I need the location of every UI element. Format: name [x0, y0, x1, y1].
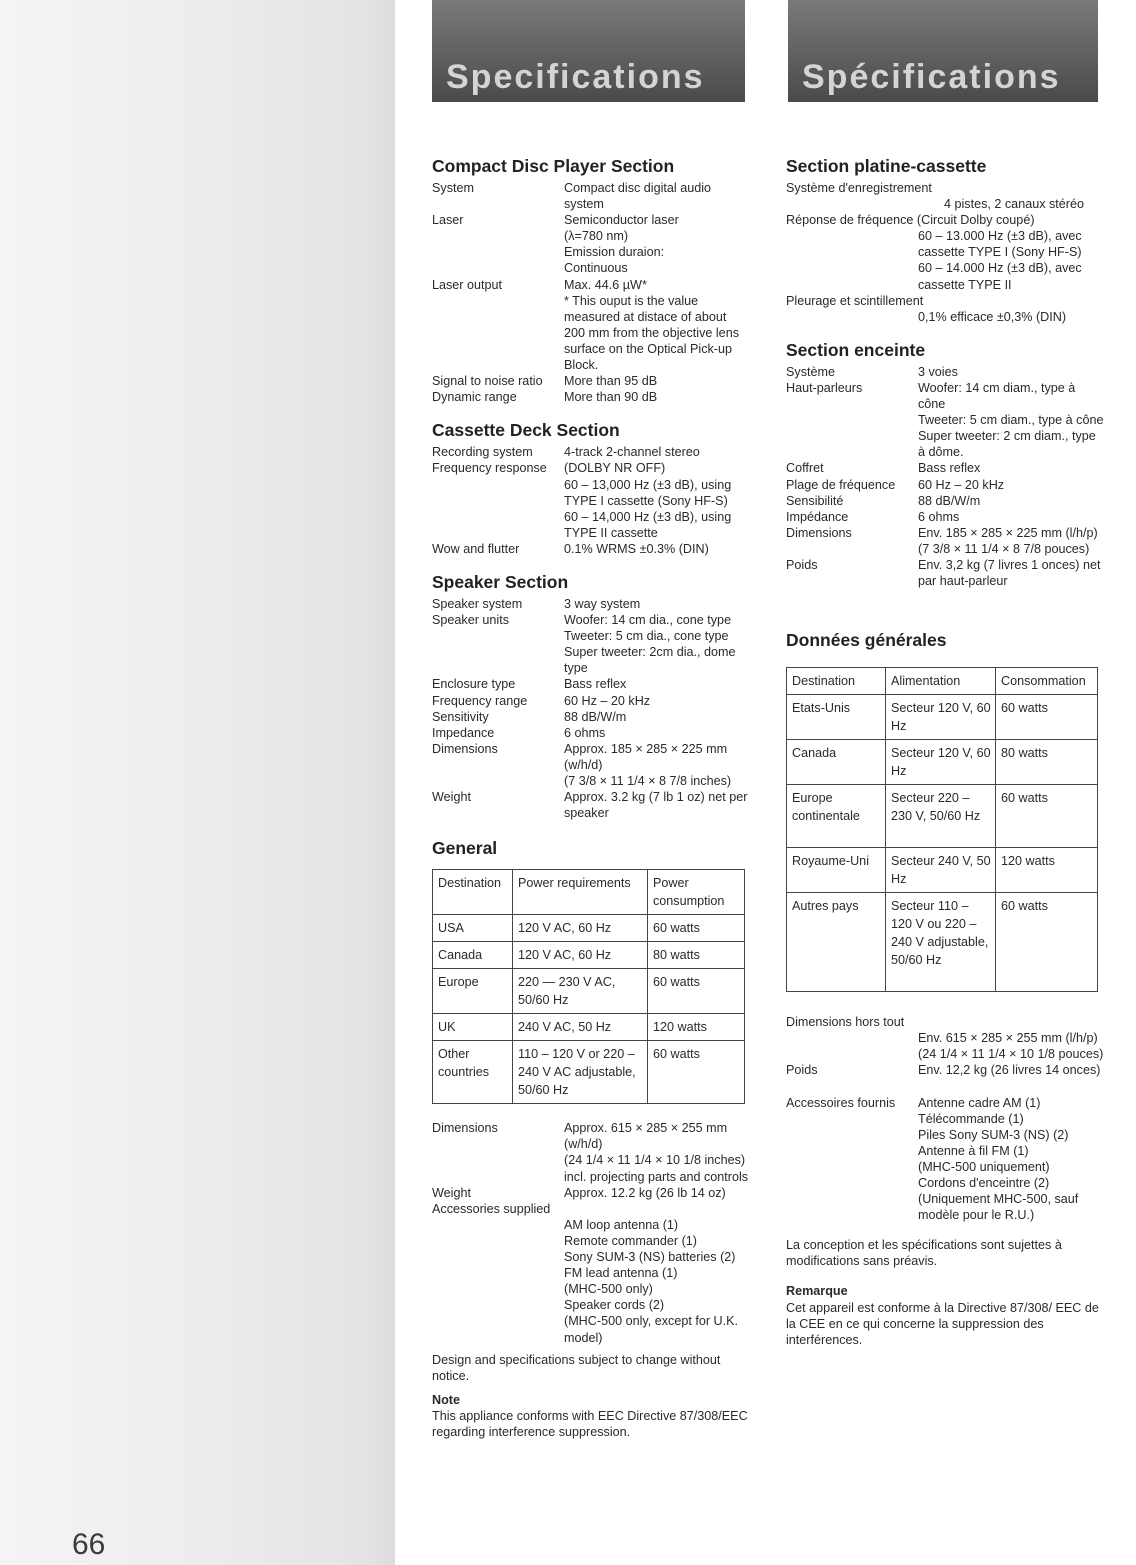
spec-row: Poids Env. 3,2 kg (7 livres 1 onces) net par haut-parleur: [786, 557, 1101, 589]
spec-row: System Compact disc digital audio system: [432, 181, 712, 212]
list-item: Remote commander (1): [564, 1233, 697, 1248]
table-row: Canada Secteur 120 V, 60 Hz 80 watts: [787, 740, 1098, 785]
spec-row: Sensibilité 88 dB/W/m: [786, 493, 981, 508]
banner-en: Specifications: [432, 0, 745, 102]
fr-general-section-title: Données générales: [786, 630, 947, 651]
table-row: Europe 220 — 230 V AC, 50/60 Hz 60 watts: [433, 969, 745, 1014]
list-item: Speaker cords (2): [564, 1298, 665, 1313]
spec-row: Pleurage et scintillement: [786, 293, 924, 308]
speaker-section-title: Speaker Section: [432, 571, 569, 592]
french-column: [786, 155, 1104, 1348]
page-margin: [0, 0, 395, 1565]
list-item: (MHC-500 uniquement): [918, 1159, 1050, 1174]
fr-note-heading: Remarque: [786, 1284, 848, 1299]
deck-section-title: Cassette Deck Section: [432, 420, 620, 441]
spec-row: Laser output Max. 44.6 µW* * This ouput is the value measured at distace of about 200 mm from the objective lens surface on the Optical Pick-up Block.: [432, 277, 739, 373]
accessories-list: [564, 1217, 750, 1346]
spec-row: Accessoires fournis Antenne cadre AM (1) Télécommande (1) Piles Sony SUM-3 (NS) (2) Antenne à fil FM (1) (MHC-500 uniquement) Cordons d'enceintre (2) (Uniquement MHC-500, sauf modèle pour le R.U.): [786, 1095, 1104, 1224]
spec-row: Système d'enregistrement: [786, 181, 932, 195]
spec-row: Recording system 4-track 2-channel stereo: [432, 445, 700, 460]
list-item: (MHC-500 only): [564, 1282, 653, 1297]
cd-section-title: Compact Disc Player Section: [432, 156, 675, 176]
fr-design-notice: La conception et les spécifications sont sujettes à modifications sans préavis.: [786, 1238, 1062, 1269]
spec-row: Enclosure type Bass reflex: [432, 677, 627, 692]
table-row: UK 240 V AC, 50 Hz 120 watts: [433, 1014, 745, 1041]
list-item: Piles Sony SUM-3 (NS) (2): [918, 1127, 1069, 1142]
list-item: Sony SUM-3 (NS) batteries (2): [564, 1250, 736, 1265]
spec-value: 4 pistes, 2 canaux stéréo: [943, 197, 1084, 212]
spec-row: Frequency response (DOLBY NR OFF) 60 – 13,000 Hz (±3 dB), using TYPE I cassette (Sony HF-S) 60 – 14,000 Hz (±3 dB), using TYPE II cassette: [432, 461, 732, 540]
list-item: Antenne cadre AM (1): [918, 1095, 1041, 1110]
spec-row: Haut-parleurs Woofer: 14 cm diam., type à cône Tweeter: 5 cm diam., type à cône Super tweeter: 2 cm diam., type à dôme.: [786, 380, 1104, 460]
power-table: [432, 869, 745, 1104]
page-number: 66: [72, 1528, 106, 1561]
table-row: Canada 120 V AC, 60 Hz 80 watts: [433, 942, 745, 969]
spec-row: Frequency range 60 Hz – 20 kHz: [432, 693, 651, 708]
spec-row: Coffret Bass reflex: [786, 461, 981, 476]
spec-row: Dimensions Env. 185 × 285 × 225 mm (l/h/p) (7 3/8 × 11 1/4 × 8 7/8 pouces): [786, 525, 1098, 556]
spec-row: Sensitivity 88 dB/W/m: [432, 709, 627, 724]
banner-fr: Spécifications: [788, 0, 1098, 102]
spec-row: Dynamic range More than 90 dB: [432, 390, 658, 405]
table-row: Autres pays Secteur 110 – 120 V ou 220 – 240 V adjustable, 50/60 Hz 60 watts: [787, 893, 1098, 992]
list-item: Antenne à fil FM (1): [918, 1143, 1029, 1158]
spec-row: Dimensions hors tout: [786, 1015, 905, 1030]
spec-row: Speaker units Woofer: 14 cm dia., cone type Tweeter: 5 cm dia., cone type Super tweeter: 2cm dia., dome type: [432, 613, 736, 676]
table-row: Royaume-Uni Secteur 240 V, 50 Hz 120 watts: [787, 848, 1098, 893]
english-column: [432, 155, 750, 1440]
fr-note-text: Cet appareil est conforme à la Directive 87/308/ EEC de la CEE en ce qui concerne la suppression des interférences.: [786, 1300, 1099, 1347]
spec-value: Env. 615 × 285 × 255 mm (l/h/p) (24 1/4 × 11 1/4 × 10 1/8 pouces): [918, 1031, 1104, 1062]
spec-row: Réponse de fréquence (Circuit Dolby coupé): [786, 213, 1035, 228]
fr-speaker-section-title: Section enceinte: [786, 339, 926, 360]
list-item: FM lead antenna (1): [564, 1266, 678, 1281]
table-row: USA 120 V AC, 60 Hz 60 watts: [433, 915, 745, 942]
spec-value: 0,1% efficace ±0,3% (DIN): [918, 309, 1067, 324]
design-notice: Design and specifications subject to change without notice.: [432, 1352, 721, 1383]
table-header-row: Destination Alimentation Consommation: [787, 668, 1098, 695]
spec-row: Weight Approx. 12.2 kg (26 lb 14 oz): [432, 1185, 726, 1200]
note-heading: Note: [432, 1392, 460, 1407]
spec-row: Système 3 voies: [786, 364, 958, 379]
spec-row: Dimensions Approx. 185 × 285 × 225 mm (w/h/d) (7 3/8 × 11 1/4 × 8 7/8 inches): [432, 741, 732, 788]
table-row: Etats-Unis Secteur 120 V, 60 Hz 60 watts: [787, 695, 1098, 740]
spec-row: Laser Semiconductor laser (λ=780 nm) Emission duraion: Continuous: [432, 213, 679, 276]
spec-row: Poids Env. 12,2 kg (26 livres 14 onces): [786, 1063, 1101, 1078]
spec-row: Wow and flutter 0.1% WRMS ±0.3% (DIN): [432, 541, 709, 556]
spec-value: 60 – 13.000 Hz (±3 dB), avec cassette TYPE I (Sony HF-S) 60 – 14.000 Hz (±3 dB), avec cassette TYPE II: [918, 229, 1082, 292]
note-text: This appliance conforms with EEC Directive 87/308/EEC regarding interference suppression.: [432, 1408, 748, 1439]
spec-row: Weight Approx. 3.2 kg (7 lb 1 oz) net per speaker: [432, 790, 748, 821]
spec-row: Impedance 6 ohms: [432, 725, 606, 740]
list-item: (MHC-500 only, except for U.K. model): [564, 1314, 739, 1345]
list-item: Télécommande (1): [918, 1111, 1024, 1126]
list-item: (Uniquement MHC-500, sauf modèle pour le R.U.): [918, 1192, 1079, 1223]
fr-deck-section-title: Section platine-cassette: [786, 156, 987, 176]
list-item: Cordons d'enceintre (2): [918, 1176, 1050, 1190]
spec-row: Speaker system 3 way system: [432, 596, 641, 611]
spec-row: Impédance 6 ohms: [786, 509, 960, 524]
spec-row: Plage de fréquence 60 Hz – 20 kHz: [786, 477, 1005, 492]
table-row: Other countries 110 – 120 V or 220 – 240 V AC adjustable, 50/60 Hz 60 watts: [433, 1041, 745, 1104]
table-header-row: Destination Power requirements Power consumption: [433, 870, 745, 915]
spec-row: Dimensions Approx. 615 × 285 × 255 mm (w/h/d) (24 1/4 × 11 1/4 × 10 1/8 inches) incl. projecting parts and controls: [432, 1121, 749, 1184]
accessories-label: Accessories supplied: [432, 1201, 551, 1216]
table-row: Europe continentale Secteur 220 – 230 V, 50/60 Hz 60 watts: [787, 785, 1098, 848]
spec-row: Signal to noise ratio More than 95 dB: [432, 374, 658, 389]
fr-power-table: [786, 667, 1098, 992]
list-item: AM loop antenna (1): [564, 1217, 679, 1232]
general-section-title: General: [432, 838, 498, 859]
